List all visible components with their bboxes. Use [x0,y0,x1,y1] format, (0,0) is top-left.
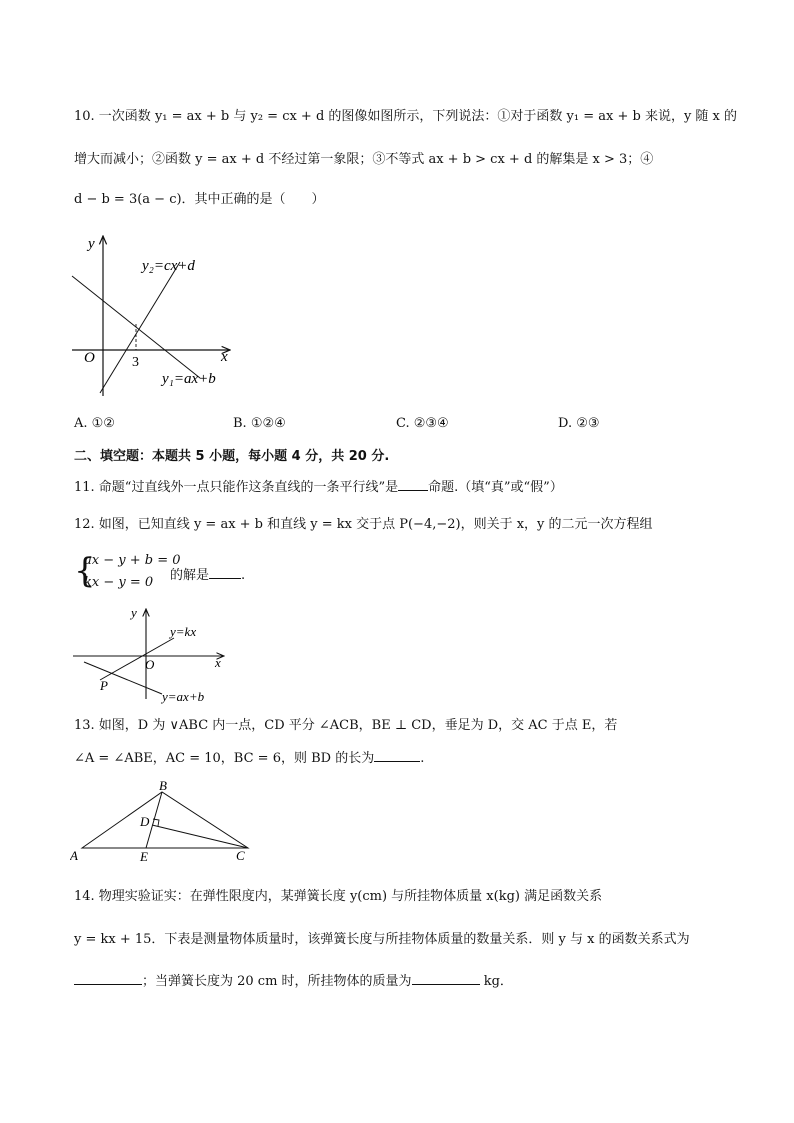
q12-equation-2: kx − y = 0 [84,575,154,590]
q10-line-3: d − b = 3(a − c)．其中正确的是（ ） [74,192,325,207]
q12-point-p: P [100,678,108,693]
option-d: D. ②③ [558,416,600,431]
q14-line-2: y = kx + 15．下表是测量物体质量时，该弹簧长度与所挂物体质量的数量关系．则 y 与 x 的函数关系式为 [74,932,690,947]
option-b: B. ①②④ [233,416,286,431]
q10-origin-label: O [84,350,95,366]
q12-equation-1: ax − y + b = 0 [84,553,181,568]
q13-text: ∠A = ∠ABE，AC = 10，BC = 6，则 BD 的长为 [74,751,375,766]
label-c: C [236,848,245,863]
q11-blank [398,478,428,491]
q11-tail: 命题.（填“真”或“假”） [428,480,563,495]
q12-line-kx [100,638,174,680]
label-e: E [140,849,148,864]
q12-tail-line [170,566,245,585]
q12-line-kx-label: y=kx [170,624,197,639]
q13-triangle-figure [70,780,260,865]
q10-line2-label: y₂=cx+d [142,258,195,274]
triangle-abc [82,792,248,848]
q12-tail: 的解是 [170,568,210,583]
q10-line-2: 增大而减小；②函数 y = ax + d 不经过第一象限；③不等式 ax + b > cx + d 的解集是 x > 3；④ [74,152,654,167]
q13-line-2 [74,749,424,768]
q12-x-label: x [215,655,221,670]
q14-line-1: 14. 物理实验证实：在弹性限度内，某弹簧长度 y(cm) 与所挂物体质量 x(kg) 满足函数关系 [74,889,603,904]
q13-line-1: 13. 如图，D 为 ∨ABC 内一点，CD 平分 ∠ACB，BE ⊥ CD，垂足为 D，交 AC 于点 E，若 [74,718,618,733]
q12-origin-label: O [145,657,155,672]
q14-blank-1 [74,972,142,985]
q12-line-1: 12. 如图，已知直线 y = ax + b 和直线 y = kx 交于点 P(−4,−2)，则关于 x，y 的二元一次方程组 [74,517,653,532]
label-a: A [70,848,78,863]
option-c: C. ②③④ [396,416,449,431]
q10-graph [70,228,250,403]
q12-brace: { [74,551,96,591]
q12-graph [70,604,230,704]
q10-line-1: 10. 一次函数 y₁ = ax + b 与 y₂ = cx + d 的图像如图所示，下列说法：①对于函数 y₁ = ax + b 来说，y 随 x 的 [74,109,738,124]
section-2-heading: 二、填空题：本题共 5 小题，每小题 4 分，共 20 分. [74,449,390,464]
q14-text-3a: ；当弹簧长度为 20 cm 时，所挂物体的质量为 [142,974,412,989]
segment-cd [152,825,248,848]
q12-blank [209,566,241,579]
q13-end: . [420,751,425,766]
q11-line [74,478,563,497]
q14-blank-2 [412,972,480,985]
label-b: B [159,780,167,793]
q12-line-ab-label: y=ax+b [162,689,205,704]
q14-line-3 [74,972,513,991]
option-a: A. ①② [74,416,115,431]
q10-line1-label: y₁=ax+b [162,371,216,387]
q12-end: . [241,568,246,583]
q10-x-label: x [221,349,228,365]
q10-y-label: y [88,236,95,252]
q14-text-3b: kg． [483,974,513,989]
q13-blank [374,749,420,762]
q11-text: 11. 命题“过直线外一点只能作这条直线的一条平行线”是 [74,480,399,495]
q12-y-label: y [131,605,137,620]
label-d: D [140,814,150,829]
q10-tick-3: 3 [132,355,139,370]
